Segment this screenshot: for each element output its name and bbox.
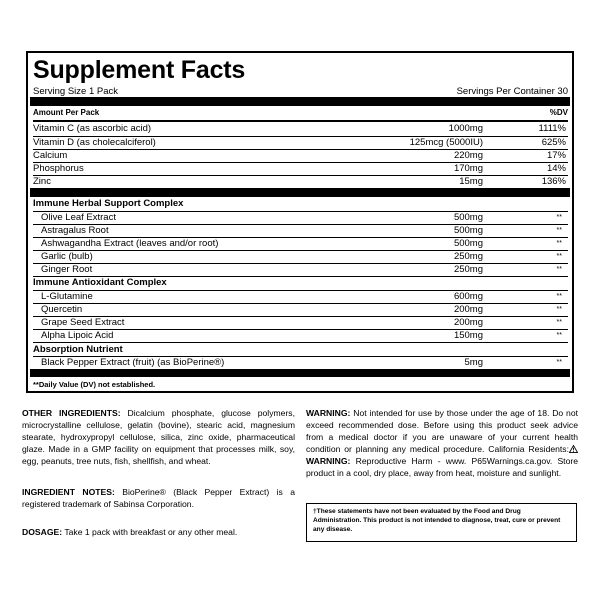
ingredient-name: Grape Seed Extract — [41, 317, 125, 328]
dv-footnote: **Daily Value (DV) not established. — [33, 380, 156, 389]
panel-title: Supplement Facts — [33, 56, 246, 84]
ingredient-dv: ** — [556, 306, 562, 313]
ingredient-notes-label: INGREDIENT NOTES: — [22, 487, 115, 497]
ingredient-row — [33, 317, 568, 329]
california-residents-label: California Residents: — [488, 444, 569, 454]
other-ingredients — [22, 407, 295, 467]
ingredient-amount: 500mg — [453, 212, 483, 223]
divider — [33, 120, 568, 122]
section-title-absorption: Absorption Nutrient — [33, 344, 123, 355]
ingredient-amount: 200mg — [453, 317, 483, 328]
nutrient-amount: 170mg — [453, 163, 483, 174]
ingredient-row — [33, 304, 568, 316]
nutrient-dv: 625% — [541, 137, 566, 148]
servings-per-container: Servings Per Container 30 — [456, 86, 568, 97]
ingredient-dv: ** — [556, 253, 562, 260]
ca-warning-text: Reproductive Harm - www. P65Warnings.ca.gov. Store product in a cool, dry place, away from heat, moisture and sunlight. — [306, 456, 578, 478]
ingredient-dv: ** — [556, 293, 562, 300]
ingredient-row — [33, 264, 568, 276]
ingredient-dv: ** — [556, 266, 562, 273]
nutrient-amount: 15mg — [459, 176, 483, 187]
nutrient-amount: 220mg — [453, 150, 483, 161]
section-title-herbal: Immune Herbal Support Complex — [33, 198, 184, 209]
ingredient-row — [33, 251, 568, 263]
divider-thick — [30, 188, 570, 197]
fda-disclaimer: †These statements have not been evaluated by the Food and Drug Administration. This product is not intended to diagnose, treat, cure or prevent any disease. — [306, 503, 577, 542]
ingredient-amount: 200mg — [453, 304, 483, 315]
warning-triangle-icon — [569, 445, 578, 453]
section-title-antioxidant: Immune Antioxidant Complex — [33, 277, 167, 288]
ingredient-name: L-Glutamine — [41, 291, 93, 302]
ingredient-notes-text: BioPerine® (Black Pepper Extract) is a registered trademark of Sabinsa Corporation. — [22, 487, 295, 509]
nutrient-row — [33, 176, 568, 188]
nutrient-dv: 136% — [541, 176, 566, 187]
nutrient-name: Zinc — [33, 176, 51, 187]
warning-text: Not intended for use by those under the age of 18. Do not exceed recommended dose. Before using this product seek advice from a medical doctor if you are unaware of your current health condition or planning any medical procedure. — [306, 408, 578, 454]
dv-label: %DV — [549, 108, 568, 117]
ingredient-dv: ** — [556, 214, 562, 221]
warning — [306, 407, 578, 479]
ingredient-row — [33, 212, 568, 224]
ingredient-amount: 500mg — [453, 225, 483, 236]
nutrient-name: Calcium — [33, 150, 68, 161]
ingredient-row — [33, 291, 568, 303]
other-ingredients-label: OTHER INGREDIENTS: — [22, 408, 121, 418]
nutrient-row — [33, 123, 568, 135]
ingredient-name: Garlic (bulb) — [41, 251, 93, 262]
ingredient-row — [33, 357, 568, 369]
ingredient-name: Astragalus Root — [41, 225, 109, 236]
nutrient-amount: 1000mg — [448, 123, 483, 134]
ingredient-name: Alpha Lipoic Acid — [41, 330, 114, 341]
ingredient-dv: ** — [556, 359, 562, 366]
ingredient-row — [33, 238, 568, 250]
nutrient-row — [33, 163, 568, 175]
ingredient-notes — [22, 486, 295, 510]
nutrient-dv: 14% — [546, 163, 566, 174]
nutrient-row — [33, 137, 568, 149]
divider-thick — [30, 97, 570, 106]
nutrient-dv: 1111% — [538, 123, 566, 134]
ingredient-name: Ashwagandha Extract (leaves and/or root) — [41, 238, 219, 249]
nutrient-row — [33, 150, 568, 162]
ca-warning-label: WARNING: — [306, 456, 351, 466]
ingredient-dv: ** — [556, 240, 562, 247]
nutrient-amount: 125mcg (5000IU) — [409, 137, 483, 148]
divider-thick — [30, 369, 570, 377]
other-ingredients-text: Dicalcium phosphate, glucose polymers, microcrystalline cellulose, gelatin (bovine), stearic acid, magnesium stearate, hydroxypropyl cellulose, silica, zinc oxide, pharmaceutical glaze. Made in a GMP facility on equipment that processes milk, soy, egg, peanuts, tree nuts, fish, shellfish, and wheat. — [22, 408, 295, 466]
ingredient-name: Ginger Root — [41, 264, 93, 275]
dosage-label: DOSAGE: — [22, 527, 63, 537]
ingredient-name: Quercetin — [41, 304, 83, 315]
ingredient-amount: 5mg — [464, 357, 483, 368]
ingredient-amount: 500mg — [453, 238, 483, 249]
ingredient-amount: 250mg — [453, 251, 483, 262]
ingredient-row — [33, 330, 568, 342]
ingredient-amount: 250mg — [453, 264, 483, 275]
nutrient-name: Vitamin C (as ascorbic acid) — [33, 123, 152, 134]
ingredient-name: Olive Leaf Extract — [41, 212, 116, 223]
serving-size: Serving Size 1 Pack — [33, 86, 119, 97]
ingredient-dv: ** — [556, 319, 562, 326]
nutrient-name: Phosphorus — [33, 163, 84, 174]
ingredient-name: Black Pepper Extract (fruit) (as BioPerine®) — [41, 357, 225, 368]
nutrient-name: Vitamin D (as cholecalciferol) — [33, 137, 156, 148]
header-row — [33, 108, 568, 120]
nutrient-dv: 17% — [546, 150, 566, 161]
ingredient-dv: ** — [556, 227, 562, 234]
ingredient-row — [33, 225, 568, 237]
ingredient-dv: ** — [556, 332, 562, 339]
divider — [33, 342, 568, 343]
dosage-text: Take 1 pack with breakfast or any other meal. — [64, 527, 238, 537]
warning-label: WARNING: — [306, 408, 351, 418]
dosage — [22, 526, 295, 538]
ingredient-amount: 150mg — [453, 330, 483, 341]
amount-per-pack-label: Amount Per Pack — [33, 108, 100, 117]
ingredient-amount: 600mg — [453, 291, 483, 302]
